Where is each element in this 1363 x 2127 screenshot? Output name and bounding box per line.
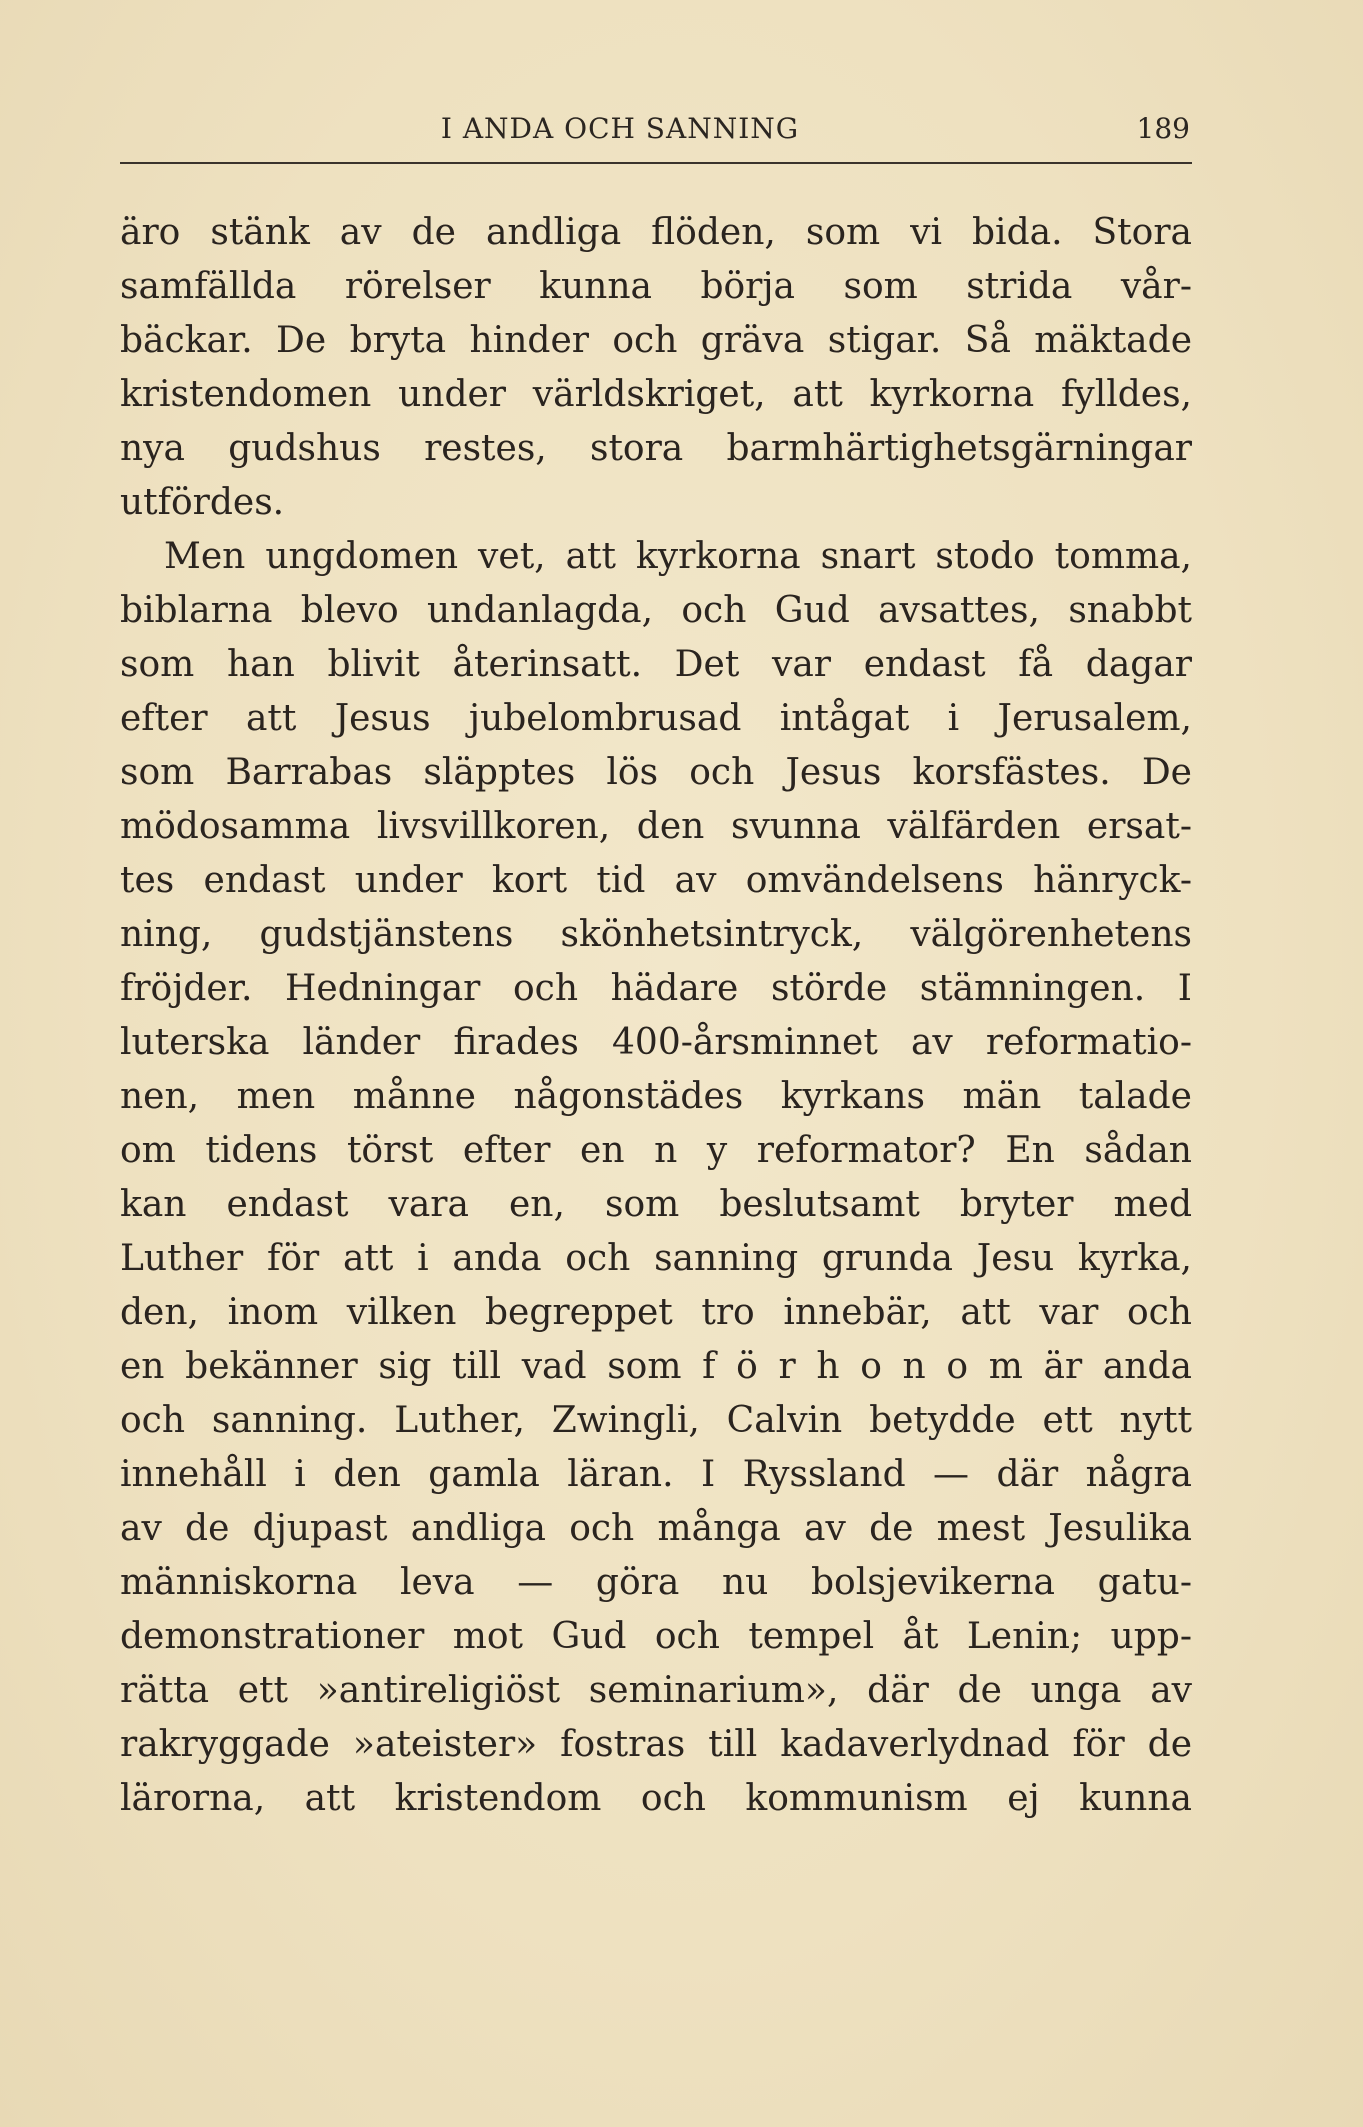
text-line: nen, men månne någonstädes kyrkans män talade	[120, 1076, 1192, 1117]
text-line: mödosamma livsvillkoren, den svunna välfärden ersat-	[120, 806, 1192, 847]
page-header	[120, 112, 1190, 154]
text-line: av de djupast andliga och många av de mest Jesulika	[120, 1508, 1192, 1549]
text-line: ning, gudstjänstens skönhetsintryck, välgörenhetens	[120, 914, 1192, 955]
header-rule	[120, 162, 1192, 164]
text-line: fröjder. Hedningar och hädare störde stämningen. I	[120, 968, 1192, 1009]
text-line: efter att Jesus jubelombrusad intågat i Jerusalem,	[120, 698, 1192, 739]
text-line: nya gudshus restes, stora barmhärtighetsgärningar	[120, 428, 1192, 469]
text-line: en bekänner sig till vad som f ö r h o n o m är anda	[120, 1346, 1192, 1387]
page-number: 189	[1136, 112, 1190, 145]
running-title: I ANDA OCH SANNING	[440, 112, 800, 145]
text-line: samfällda rörelser kunna börja som strida vår-	[120, 266, 1192, 307]
text-line: lärorna, att kristendom och kommunism ej kunna	[120, 1778, 1192, 1819]
paragraph-end-line: utfördes.	[120, 482, 285, 523]
text-line: rakryggade »ateister» fostras till kadaverlydnad för de	[120, 1724, 1192, 1765]
text-line: bäckar. De bryta hinder och gräva stigar. Så mäktade	[120, 320, 1192, 361]
text-line: kan endast vara en, som beslutsamt bryter med	[120, 1184, 1192, 1225]
text-line: som han blivit återinsatt. Det var endast få dagar	[120, 644, 1192, 685]
text-line: tes endast under kort tid av omvändelsens hänryck-	[120, 860, 1192, 901]
text-line: rätta ett »antireligiöst seminarium», där de unga av	[120, 1670, 1192, 1711]
text-line: biblarna blevo undanlagda, och Gud avsattes, snabbt	[120, 590, 1192, 631]
text-line: äro stänk av de andliga flöden, som vi bida. Stora	[120, 212, 1192, 253]
text-line: Luther för att i anda och sanning grunda Jesu kyrka,	[120, 1238, 1192, 1279]
text-line: kristendomen under världskriget, att kyrkorna fylldes,	[120, 374, 1192, 415]
text-line: och sanning. Luther, Zwingli, Calvin betydde ett nytt	[120, 1400, 1192, 1441]
text-line: innehåll i den gamla läran. I Ryssland — där några	[120, 1454, 1192, 1495]
text-line: den, inom vilken begreppet tro innebär, att var och	[120, 1292, 1192, 1333]
text-line: demonstrationer mot Gud och tempel åt Lenin; upp-	[120, 1616, 1192, 1657]
text-line: människorna leva — göra nu bolsjevikerna gatu-	[120, 1562, 1192, 1603]
text-line: som Barrabas släpptes lös och Jesus korsfästes. De	[120, 752, 1192, 793]
body-text	[120, 206, 1192, 1826]
text-line: om tidens törst efter en n y reformator? En sådan	[120, 1130, 1192, 1171]
text-line: luterska länder firades 400-årsminnet av reformatio-	[120, 1022, 1192, 1063]
paragraph-start-line: Men ungdomen vet, att kyrkorna snart stodo tomma,	[164, 536, 1192, 577]
